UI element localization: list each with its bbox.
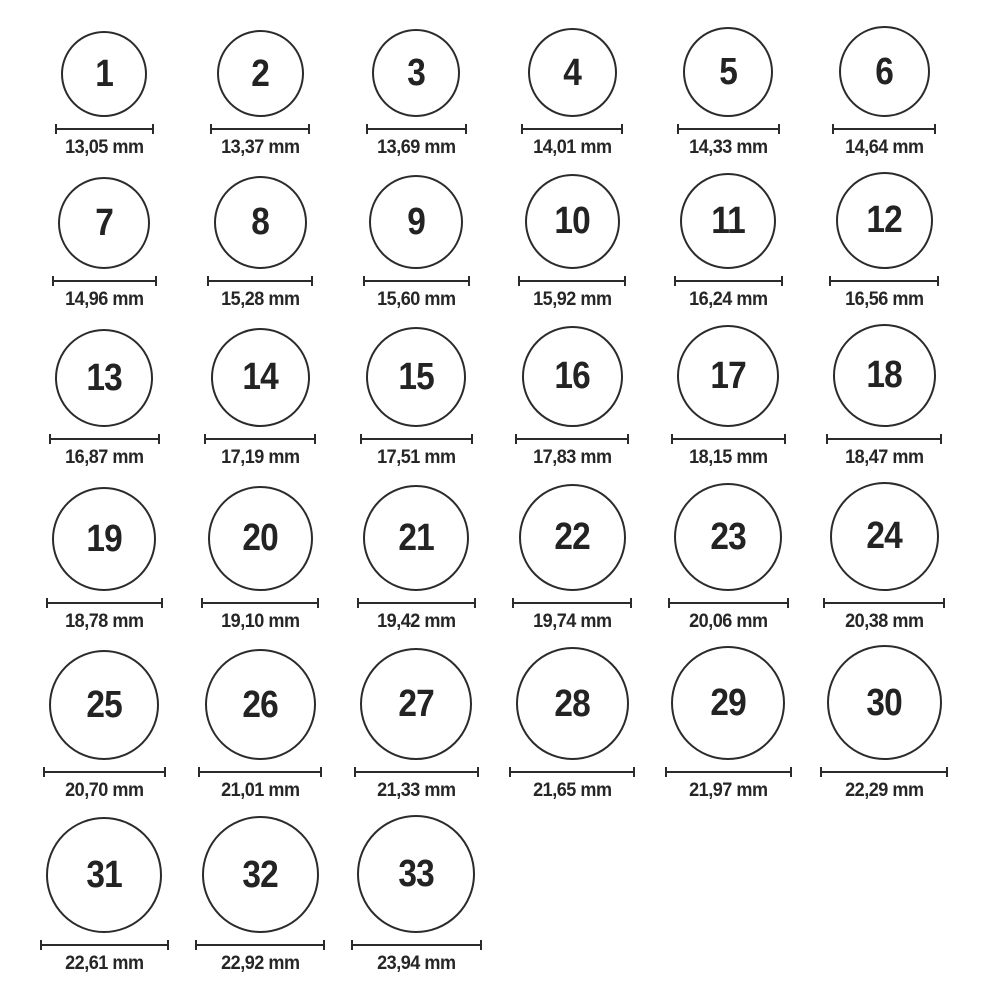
ring-size-cell: [26, 817, 182, 975]
ring-circle: [49, 650, 159, 760]
ring-size-cell: [182, 486, 338, 633]
diameter-measure-line: [366, 124, 467, 134]
ring-size-cell: [650, 325, 806, 469]
ring-circle: [833, 324, 936, 427]
measure-line-bar: [520, 280, 624, 282]
ring-circle: [683, 27, 773, 117]
ring-size-number: 27: [398, 683, 434, 726]
diameter-label: 19,74 mm: [532, 610, 612, 632]
ring-circle: [519, 484, 626, 591]
ring-size-number: 29: [710, 682, 746, 725]
ring-size-number: 22: [554, 516, 590, 559]
measure-line-bar: [353, 944, 480, 946]
measure-line-bar: [670, 602, 787, 604]
ring-circle: [680, 173, 776, 269]
diameter-label: 21,65 mm: [532, 780, 612, 802]
ring-size-cell: [806, 26, 962, 159]
diameter-measure-line: [204, 434, 316, 444]
measure-line-bar: [834, 128, 934, 130]
ring-size-row: [26, 324, 1000, 469]
ring-size-cell: [182, 649, 338, 802]
measure-line-bar: [209, 280, 311, 282]
measure-line-bar: [356, 771, 477, 773]
ring-size-number: 5: [719, 51, 737, 93]
ring-circle: [836, 172, 933, 269]
diameter-measure-line: [518, 276, 626, 286]
diameter-label: 17,51 mm: [376, 446, 456, 468]
ring-size-cell: [806, 172, 962, 311]
diameter-label: 16,56 mm: [844, 288, 924, 310]
ring-size-cell: [650, 173, 806, 311]
ring-size-number: 3: [407, 52, 425, 94]
diameter-label: 22,61 mm: [64, 953, 144, 975]
ring-size-number: 10: [554, 200, 590, 243]
measure-line-bar: [197, 944, 323, 946]
ring-size-number: 19: [86, 517, 122, 560]
ring-size-number: 11: [711, 199, 745, 242]
ring-size-cell: [650, 646, 806, 802]
diameter-label: 19,42 mm: [376, 610, 456, 632]
measure-line-bar: [365, 280, 468, 282]
measure-line-bar: [831, 280, 937, 282]
diameter-label: 15,28 mm: [220, 288, 300, 310]
measure-line-bar: [523, 128, 621, 130]
ring-circle: [208, 486, 313, 591]
diameter-label: 18,47 mm: [844, 446, 924, 468]
ring-size-number: 31: [86, 854, 122, 897]
ring-circle: [46, 817, 162, 933]
diameter-measure-line: [46, 598, 163, 608]
diameter-measure-line: [43, 767, 166, 777]
ring-size-number: 14: [242, 356, 278, 399]
ring-size-row: [26, 482, 1000, 633]
ring-circle: [839, 26, 930, 117]
ring-size-number: 6: [875, 50, 893, 93]
measure-line-bar: [517, 438, 627, 440]
ring-circle: [55, 329, 153, 427]
diameter-label: 13,37 mm: [220, 137, 300, 158]
diameter-label: 14,64 mm: [844, 137, 924, 158]
ring-circle: [671, 646, 785, 760]
ring-circle: [369, 175, 463, 269]
measure-line-bar: [203, 602, 317, 604]
diameter-label: 20,38 mm: [844, 610, 924, 632]
ring-circle: [674, 483, 782, 591]
measure-line-bar: [48, 602, 161, 604]
ring-size-cell: [806, 324, 962, 469]
ring-size-number: 18: [866, 354, 902, 397]
measure-line-bar: [359, 602, 474, 604]
ring-size-cell: [494, 174, 650, 311]
measure-line-bar: [368, 128, 465, 130]
diameter-measure-line: [357, 598, 476, 608]
measure-line-bar: [206, 438, 314, 440]
diameter-measure-line: [668, 598, 789, 608]
ring-size-number: 1: [95, 53, 113, 95]
ring-circle: [58, 177, 150, 269]
diameter-measure-line: [677, 124, 780, 134]
ring-size-number: 21: [398, 516, 434, 559]
ring-circle: [214, 176, 307, 269]
ring-size-number: 7: [95, 201, 113, 244]
diameter-measure-line: [210, 124, 310, 134]
diameter-label: 14,96 mm: [64, 288, 144, 310]
diameter-label: 18,15 mm: [688, 446, 768, 468]
ring-size-number: 26: [242, 683, 278, 726]
ring-size-cell: [338, 815, 494, 975]
diameter-label: 20,06 mm: [688, 610, 768, 632]
ring-size-row: [26, 172, 1000, 311]
ring-size-cell: [494, 484, 650, 633]
ring-size-number: 16: [554, 355, 590, 398]
ring-size-number: 24: [866, 515, 902, 558]
ring-size-row: [26, 645, 1000, 802]
diameter-label: 23,94 mm: [376, 953, 456, 975]
diameter-measure-line: [201, 598, 319, 608]
ring-circle: [217, 30, 304, 117]
diameter-label: 21,97 mm: [688, 780, 768, 802]
ring-circle: [61, 31, 147, 117]
measure-line-bar: [825, 602, 943, 604]
ring-circle: [357, 815, 475, 933]
ring-circle: [211, 328, 310, 427]
ring-size-cell: [182, 30, 338, 159]
diameter-label: 14,01 mm: [532, 137, 612, 158]
measure-line-bar: [676, 280, 781, 282]
ring-size-cell: [806, 482, 962, 633]
diameter-label: 21,01 mm: [220, 780, 300, 802]
diameter-measure-line: [512, 598, 632, 608]
ring-size-number: 20: [242, 517, 278, 560]
diameter-measure-line: [52, 276, 157, 286]
ring-circle: [677, 325, 779, 427]
measure-line-bar: [54, 280, 155, 282]
ring-size-number: 13: [86, 356, 122, 399]
diameter-label: 13,05 mm: [64, 137, 144, 158]
diameter-measure-line: [521, 124, 623, 134]
diameter-measure-line: [354, 767, 479, 777]
ring-circle: [205, 649, 316, 760]
ring-size-number: 15: [398, 355, 434, 398]
measure-line-bar: [667, 771, 790, 773]
diameter-label: 19,10 mm: [220, 610, 300, 632]
ring-size-number: 2: [251, 52, 269, 95]
ring-circle: [202, 816, 319, 933]
diameter-label: 22,92 mm: [220, 953, 300, 975]
ring-size-number: 8: [251, 201, 269, 244]
diameter-measure-line: [515, 434, 629, 444]
ring-size-cell: [26, 487, 182, 633]
ring-size-cell: [494, 326, 650, 469]
measure-line-bar: [828, 438, 940, 440]
ring-size-cell: [650, 27, 806, 159]
ring-size-cell: [182, 328, 338, 469]
measure-line-bar: [212, 128, 308, 130]
measure-line-bar: [679, 128, 778, 130]
ring-size-cell: [338, 485, 494, 633]
ring-size-number: 17: [710, 354, 746, 397]
ring-size-cell: [806, 645, 962, 802]
ring-circle: [363, 485, 469, 591]
ring-size-number: 32: [242, 853, 278, 896]
diameter-label: 15,60 mm: [376, 288, 456, 310]
measure-line-bar: [511, 771, 633, 773]
ring-size-number: 9: [407, 200, 425, 243]
ring-size-cell: [26, 177, 182, 311]
diameter-measure-line: [207, 276, 313, 286]
ring-size-number: 25: [86, 684, 122, 727]
ring-circle: [516, 647, 629, 760]
diameter-label: 15,92 mm: [532, 288, 612, 310]
diameter-label: 21,33 mm: [376, 780, 456, 802]
ring-size-cell: [494, 28, 650, 159]
ring-size-number: 30: [866, 681, 902, 724]
diameter-measure-line: [674, 276, 783, 286]
ring-size-row: [26, 26, 1000, 159]
diameter-label: 16,87 mm: [64, 446, 144, 468]
diameter-measure-line: [198, 767, 322, 777]
diameter-label: 22,29 mm: [844, 780, 924, 802]
diameter-measure-line: [829, 276, 939, 286]
ring-size-number: 28: [554, 682, 590, 725]
ring-circle: [525, 174, 620, 269]
ring-size-cell: [338, 29, 494, 159]
diameter-label: 14,33 mm: [688, 137, 768, 158]
measure-line-bar: [57, 128, 152, 130]
ring-size-cell: [182, 176, 338, 311]
measure-line-bar: [822, 771, 946, 773]
ring-size-number: 4: [563, 51, 581, 94]
ring-size-cell: [26, 650, 182, 802]
measure-line-bar: [514, 602, 630, 604]
ring-size-cell: [650, 483, 806, 633]
ring-size-cell: [338, 327, 494, 469]
diameter-measure-line: [55, 124, 154, 134]
ring-size-cell: [26, 31, 182, 159]
diameter-measure-line: [351, 940, 482, 950]
ring-circle: [360, 648, 472, 760]
diameter-label: 18,78 mm: [64, 610, 144, 632]
ring-size-number: 23: [710, 515, 746, 558]
ring-circle: [52, 487, 156, 591]
diameter-measure-line: [823, 598, 945, 608]
measure-line-bar: [200, 771, 320, 773]
diameter-measure-line: [40, 940, 169, 950]
ring-size-cell: [338, 648, 494, 802]
ring-circle: [827, 645, 942, 760]
diameter-label: 16,24 mm: [688, 288, 768, 310]
diameter-measure-line: [826, 434, 942, 444]
measure-line-bar: [42, 944, 167, 946]
measure-line-bar: [51, 438, 158, 440]
ring-circle: [522, 326, 623, 427]
ring-size-cell: [26, 329, 182, 469]
ring-circle: [528, 28, 617, 117]
diameter-measure-line: [49, 434, 160, 444]
measure-line-bar: [362, 438, 471, 440]
ring-circle: [366, 327, 466, 427]
diameter-measure-line: [665, 767, 792, 777]
diameter-label: 17,19 mm: [220, 446, 300, 468]
diameter-measure-line: [832, 124, 936, 134]
diameter-measure-line: [363, 276, 470, 286]
diameter-label: 20,70 mm: [64, 780, 144, 802]
diameter-measure-line: [820, 767, 948, 777]
measure-line-bar: [45, 771, 164, 773]
diameter-label: 17,83 mm: [532, 446, 612, 468]
ring-circle: [830, 482, 939, 591]
ring-size-cell: [182, 816, 338, 975]
diameter-measure-line: [509, 767, 635, 777]
diameter-measure-line: [671, 434, 786, 444]
ring-size-row: [26, 815, 1000, 975]
diameter-measure-line: [360, 434, 473, 444]
diameter-measure-line: [195, 940, 325, 950]
measure-line-bar: [673, 438, 784, 440]
ring-size-number: 33: [398, 853, 434, 896]
diameter-label: 13,69 mm: [376, 137, 456, 158]
ring-size-cell: [494, 647, 650, 802]
ring-size-cell: [338, 175, 494, 311]
ring-size-number: 12: [866, 199, 902, 242]
ring-circle: [372, 29, 460, 117]
